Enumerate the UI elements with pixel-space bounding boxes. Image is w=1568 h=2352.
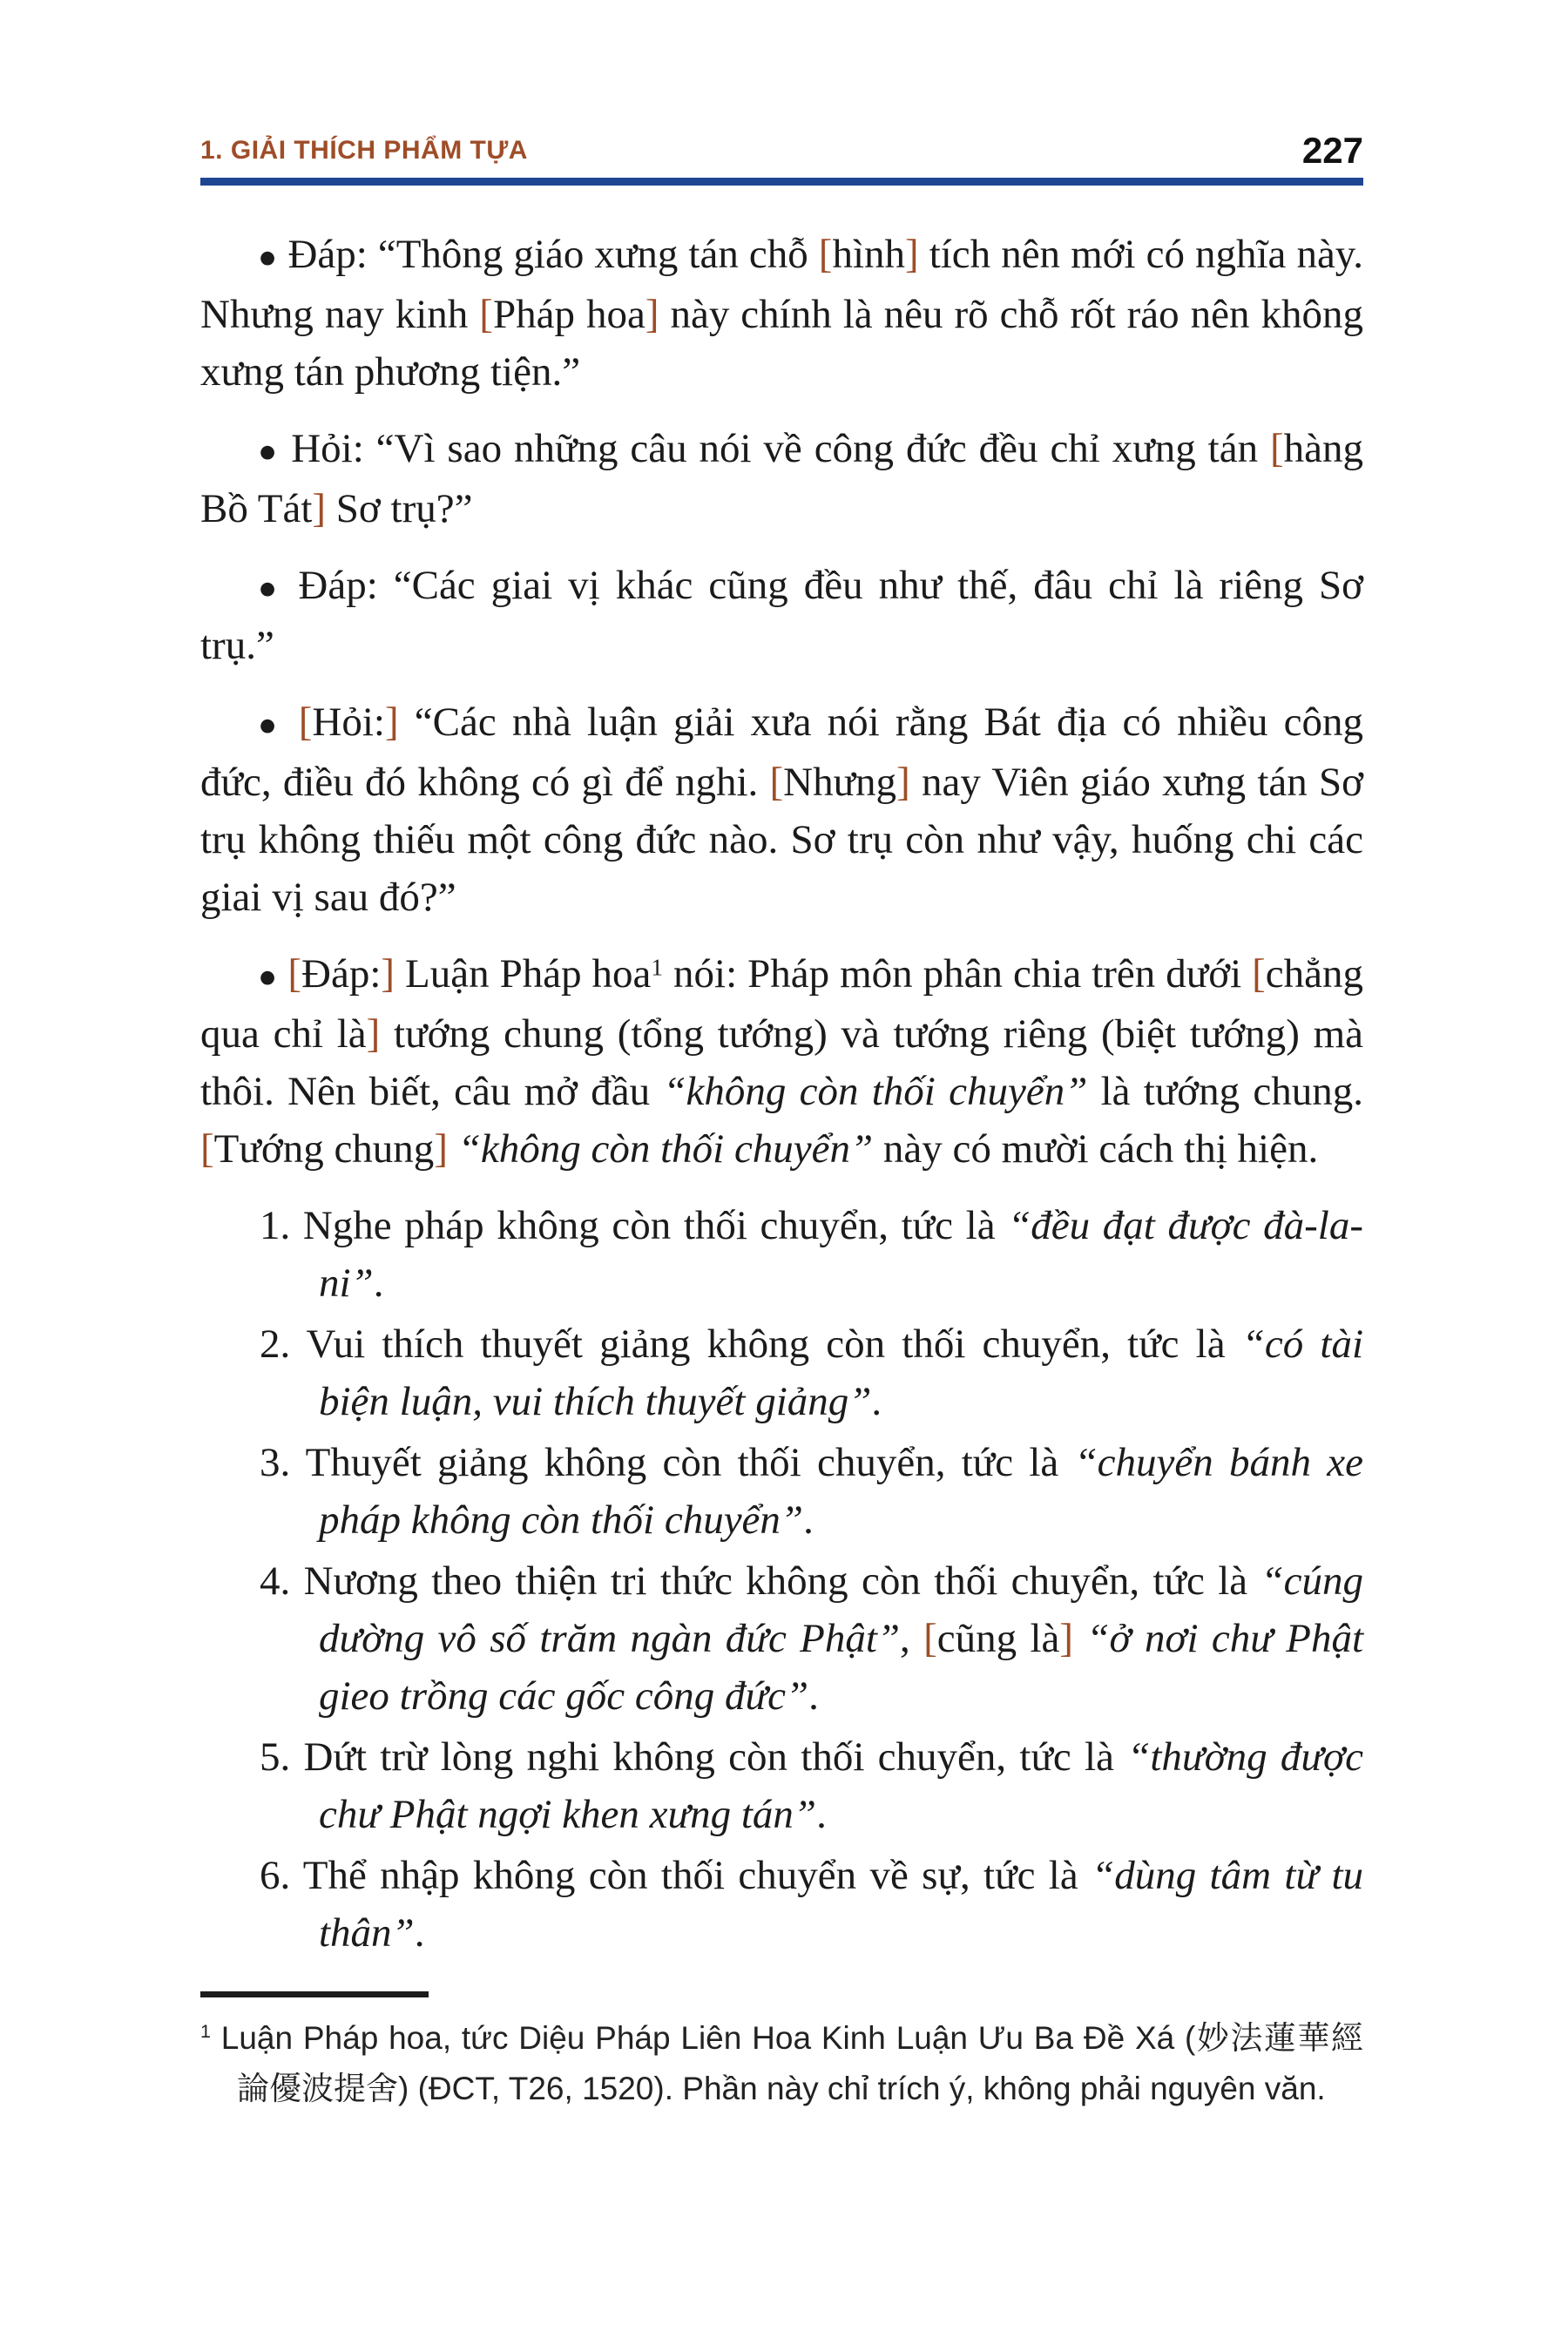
footnote-rule bbox=[200, 1991, 429, 1997]
bracket-insertion: ] bbox=[366, 1011, 381, 1057]
bracket-insertion: [ bbox=[479, 292, 493, 337]
footnote-marker: 1 bbox=[651, 954, 664, 981]
text-run: tướng chung (tổng tướng) và tướng riêng (biệt tướng) mà thôi. Nên biết, câu mở đầu bbox=[200, 1011, 1363, 1114]
text-run: . bbox=[803, 1497, 814, 1543]
text-run: Nghe pháp không còn thối chuyển, tức là bbox=[302, 1203, 1009, 1248]
text-run: Pháp hoa bbox=[492, 292, 645, 337]
bracket-insertion: ] bbox=[1059, 1616, 1074, 1661]
text-run: nói: Pháp môn phân chia trên dưới bbox=[663, 951, 1253, 997]
text-run: hình bbox=[832, 232, 905, 277]
paragraph bbox=[200, 557, 1363, 674]
bracket-insertion: [ bbox=[298, 700, 313, 745]
text-run: Sơ trụ?” bbox=[326, 486, 473, 531]
list-item bbox=[200, 1315, 1363, 1430]
bracket-insertion: ] bbox=[434, 1126, 448, 1172]
text-run: Nương theo thiện tri thức không còn thối chuyển, tức là bbox=[303, 1558, 1261, 1604]
bracket-insertion: ] bbox=[381, 951, 395, 997]
text-run: Tướng chung bbox=[213, 1126, 435, 1172]
text-run: Nhưng bbox=[783, 760, 897, 805]
text-run: Dứt trừ lòng nghi không còn thối chuyển, tức là bbox=[303, 1734, 1128, 1780]
paragraph bbox=[200, 693, 1363, 926]
quoted-phrase: “thường được chư Phật ngợi khen xưng tán” bbox=[319, 1734, 1363, 1837]
bracket-insertion: ] bbox=[312, 486, 327, 531]
bullet-icon: ● bbox=[258, 239, 278, 274]
item-number: 6. bbox=[260, 1853, 291, 1898]
text-run: Đáp: “Các giai vị khác cũng đều như thế, đâu chỉ là riêng Sơ trụ.” bbox=[200, 563, 1363, 668]
bracket-insertion: ] bbox=[896, 760, 910, 805]
footnote-marker: 1 bbox=[200, 2021, 211, 2043]
item-number: 5. bbox=[260, 1734, 291, 1780]
page-body bbox=[200, 226, 1363, 1962]
text-run: Thuyết giảng không còn thối chuyển, tức là bbox=[305, 1440, 1075, 1485]
quoted-phrase: “dùng tâm từ tu thân” bbox=[319, 1853, 1363, 1956]
text-run: . bbox=[373, 1260, 384, 1306]
text-run: Hỏi: bbox=[312, 700, 385, 745]
text-run: . bbox=[808, 1673, 819, 1719]
footnote bbox=[200, 2013, 1363, 2114]
text-run: Luận Pháp hoa, tức Diệu Pháp Liên Hoa Kinh Luận Ưu Ba Đề Xá (妙法蓮華經論優波提舍) (ĐCT, T26, 1520). Phần này chỉ trích ý, không phải nguyên văn. bbox=[210, 2020, 1363, 2106]
item-number: 1. bbox=[260, 1203, 291, 1248]
text-run: chẳng qua chỉ là bbox=[200, 951, 1364, 1057]
text-run: là tướng chung. bbox=[1087, 1069, 1364, 1114]
text-run: Đáp: “Thông giáo xưng tán chỗ bbox=[277, 232, 819, 277]
list-item bbox=[200, 1552, 1363, 1725]
bullet-icon: ● bbox=[258, 570, 283, 605]
page-number: 227 bbox=[1301, 130, 1363, 171]
bullet-icon: ● bbox=[258, 958, 278, 994]
bracket-insertion: ] bbox=[384, 700, 399, 745]
quoted-phrase: “cúng dường vô số trăm ngàn đức Phật” bbox=[319, 1558, 1364, 1661]
quoted-phrase: “có tài biện luận, vui thích thuyết giảng” bbox=[319, 1321, 1364, 1424]
text-run: Luận Pháp hoa bbox=[395, 951, 652, 997]
text-run bbox=[277, 951, 287, 997]
text-run: nay Viên giáo xưng tán Sơ trụ không thiếu một công đức nào. Sơ trụ còn như vậy, huống chi các giai vị sau đó?” bbox=[200, 760, 1363, 920]
quoted-phrase: “ở nơi chư Phật gieo trồng các gốc công đức” bbox=[319, 1616, 1364, 1719]
bracket-insertion: [ bbox=[1252, 951, 1266, 997]
list-item bbox=[200, 1434, 1363, 1549]
bracket-insertion: ] bbox=[905, 232, 919, 277]
bracket-insertion: [ bbox=[769, 760, 784, 805]
text-run: , bbox=[900, 1616, 924, 1661]
text-run: . bbox=[871, 1379, 882, 1424]
text-run: . bbox=[816, 1792, 827, 1837]
quoted-phrase: “không còn thối chuyển” bbox=[457, 1126, 874, 1172]
text-run: cũng là bbox=[936, 1616, 1060, 1661]
item-number: 2. bbox=[260, 1321, 291, 1367]
list-item bbox=[200, 1728, 1363, 1843]
text-run: “Các nhà luận giải xưa nói rằng Bát địa có nhiều công đức, điều đó không có gì để nghi. bbox=[200, 700, 1364, 805]
quoted-phrase: “không còn thối chuyển” bbox=[663, 1069, 1088, 1114]
bullet-icon: ● bbox=[258, 433, 280, 469]
text-run bbox=[283, 700, 299, 745]
paragraph bbox=[200, 945, 1363, 1178]
page-header bbox=[200, 130, 1363, 186]
text-run: tích nên mới có nghĩa này. Nhưng nay kinh bbox=[200, 232, 1364, 337]
text-run: Hỏi: “Vì sao những câu nói về công đức đều chỉ xưng tán bbox=[279, 426, 1270, 471]
running-header-title: 1. GIẢI THÍCH PHẨM TỰA bbox=[200, 136, 528, 165]
text-run: . bbox=[414, 1910, 425, 1956]
item-number: 3. bbox=[260, 1440, 291, 1485]
bracket-insertion: ] bbox=[645, 292, 659, 337]
bracket-insertion: [ bbox=[1269, 426, 1284, 471]
bullet-icon: ● bbox=[258, 706, 283, 742]
bracket-insertion: [ bbox=[818, 232, 833, 277]
item-number: 4. bbox=[260, 1558, 291, 1604]
text-run bbox=[448, 1126, 458, 1172]
list-item bbox=[200, 1197, 1363, 1312]
quoted-phrase: “chuyển bánh xe pháp không còn thối chuyển” bbox=[319, 1440, 1364, 1543]
bracket-insertion: [ bbox=[200, 1126, 214, 1172]
paragraph bbox=[200, 226, 1363, 401]
text-run: này có mười cách thị hiện. bbox=[873, 1126, 1319, 1172]
bracket-insertion: [ bbox=[287, 951, 302, 997]
text-run: Đáp: bbox=[301, 951, 382, 997]
text-run: Thể nhập không còn thối chuyển về sự, tức là bbox=[302, 1853, 1092, 1898]
text-run: hàng Bồ Tát bbox=[200, 426, 1363, 531]
quoted-phrase: “đều đạt được đà-la-ni” bbox=[319, 1203, 1363, 1306]
bracket-insertion: [ bbox=[923, 1616, 937, 1661]
text-run: Vui thích thuyết giảng không còn thối chuyển, tức là bbox=[306, 1321, 1242, 1367]
text-run: này chính là nêu rõ chỗ rốt ráo nên không xưng tán phương tiện.” bbox=[200, 292, 1363, 395]
text-run bbox=[1073, 1616, 1086, 1661]
paragraph bbox=[200, 420, 1363, 537]
list-item bbox=[200, 1847, 1363, 1962]
